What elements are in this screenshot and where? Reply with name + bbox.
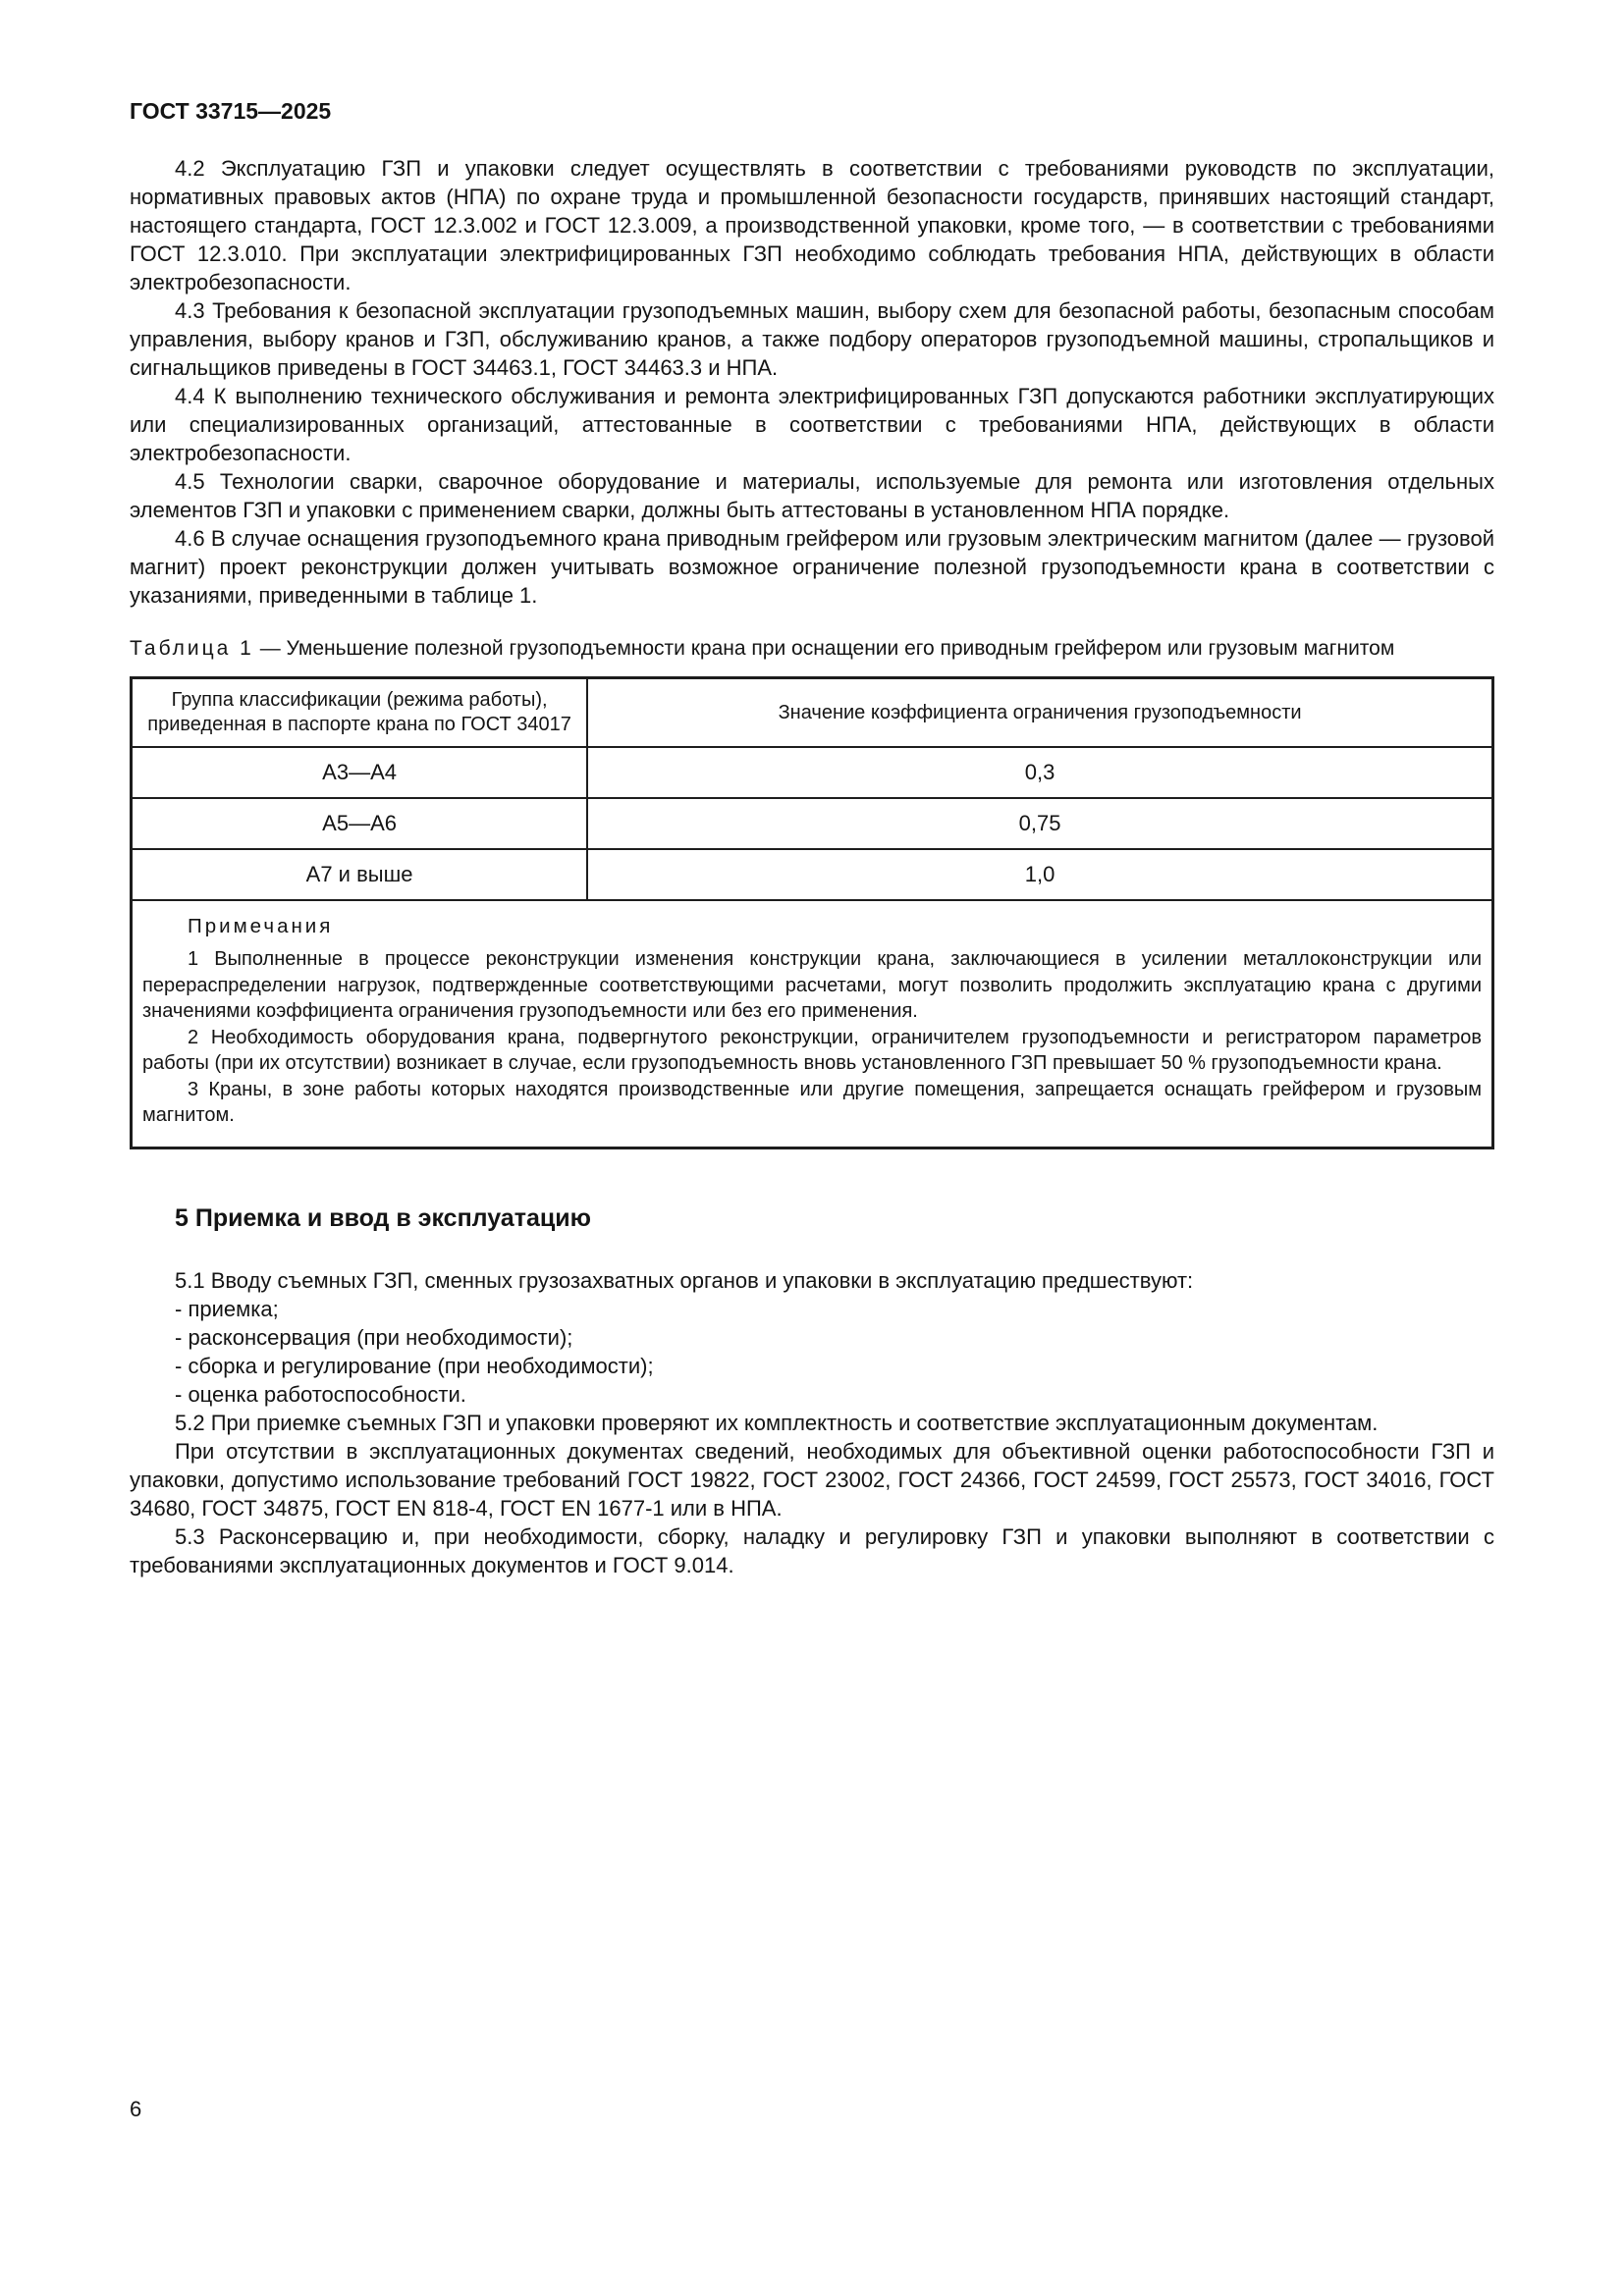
col-header-coefficient: Значение коэффициента ограничения грузоподъемности: [587, 678, 1492, 748]
paragraph-5-2-continuation: При отсутствии в эксплуатационных документах сведений, необходимых для объективной оценки работоспособности ГЗП и упаковки, допустимо использование требований ГОСТ 19822, ГОСТ 23002, ГОСТ 24366, ГОСТ 24599, ГОСТ 25573, ГОСТ 34016, ГОСТ 34680, ГОСТ 34875, ГОСТ EN 818-4, ГОСТ EN 1677-1 или в НПА.: [130, 1438, 1494, 1521]
table-1-caption: [130, 635, 1494, 663]
paragraph-5-3: 5.3 Расконсервацию и, при необходимости, сборку, наладку и регулировку ГЗП и упаковки выполняют в соответствии с требованиями эксплуатационных документов и ГОСТ 9.014.: [130, 1523, 1494, 1577]
paragraph-4-4: 4.4 К выполнению технического обслуживания и ремонта электрифицированных ГЗП допускаются работники эксплуатирующих или специализированных организаций, аттестованные в соответствии с требованиями НПА, действующих в области электробезопасности.: [130, 384, 1494, 465]
col-header-classification-group: Группа классификации (режима работы), приведенная в паспорте крана по ГОСТ 34017: [132, 678, 588, 748]
group-cell: А5—А6: [132, 798, 588, 849]
list-item-acceptance: - приемка;: [175, 1296, 279, 1321]
table-row: [132, 849, 1493, 900]
table-row: [132, 747, 1493, 798]
paragraph-5-1: 5.1 Вводу съемных ГЗП, сменных грузозахватных органов и упаковки в эксплуатацию предшествуют:: [175, 1267, 1194, 1293]
coefficient-cell: 0,3: [587, 747, 1492, 798]
coefficient-cell: 0,75: [587, 798, 1492, 849]
table-row: [132, 798, 1493, 849]
paragraph-5-2: 5.2 При приемке съемных ГЗП и упаковки проверяют их комплектность и соответствие эксплуатационным документам.: [175, 1410, 1379, 1435]
table-notes: [132, 900, 1493, 1148]
table-header-row: [132, 678, 1493, 748]
paragraph-4-2: 4.2 Эксплуатацию ГЗП и упаковки следует осуществлять в соответствии с требованиями руководств по эксплуатации, нормативных правовых актов (НПА) по охране труда и промышленной безопасности государств, принявших настоящий стандарт, настоящего стандарта, ГОСТ 12.3.002 и ГОСТ 12.3.009, а производственной упаковки, кроме того, — в соответствии с требованиями ГОСТ 12.3.010. При эксплуатации электрифицированных ГЗП необходимо соблюдать требования НПА, действующих в области электробезопасности.: [130, 156, 1494, 294]
page-number: 6: [130, 2097, 142, 2121]
note-item-1: 1 Выполненные в процессе реконструкции изменения конструкции крана, заключающиеся в усилении металлоконструкции или перераспределении нагрузок, подтвержденные соответствующими расчетами, могут позволить продолжить эксплуатацию крана с другими значениями коэффициента ограничения грузоподъемности или без его применения.: [142, 948, 1482, 1022]
notes-title: Примечания: [188, 915, 334, 937]
list-item-assembly: - сборка и регулирование (при необходимости);: [175, 1353, 654, 1378]
table-1: [130, 676, 1494, 1149]
paragraph-4-6: 4.6 В случае оснащения грузоподъемного крана приводным грейфером или грузовым электрическим магнитом (далее — грузовой магнит) проект реконструкции должен учитывать возможное ограничение полезной грузоподъемности крана в соответствии с указаниями, приведенными в таблице 1.: [130, 526, 1494, 608]
doc-number: ГОСТ 33715—2025: [130, 98, 332, 124]
section-5-body: [130, 1266, 1494, 1579]
paragraph-4-5: 4.5 Технологии сварки, сварочное оборудование и материалы, используемые для ремонта или изготовления отдельных элементов ГЗП и упаковки с применением сварки, должны быть аттестованы в установленном НПА порядке.: [130, 469, 1494, 522]
group-cell: А3—А4: [132, 747, 588, 798]
table-notes-row: [132, 900, 1493, 1148]
note-item-2: 2 Необходимость оборудования крана, подвергнутого реконструкции, ограничителем грузоподъемности и регистратором параметров работы (при их отсутствии) возникает в случае, если грузоподъемность вновь установленного ГЗП превышает 50 % грузоподъемности крана.: [142, 1026, 1482, 1074]
group-cell: А7 и выше: [132, 849, 588, 900]
list-item-assessment: - оценка работоспособности.: [175, 1381, 466, 1407]
section-4-body: [130, 154, 1494, 610]
table-caption-text: — Уменьшение полезной грузоподъемности крана при оснащении его приводным грейфером или грузовым магнитом: [259, 637, 1395, 660]
paragraph-4-3: 4.3 Требования к безопасной эксплуатации грузоподъемных машин, выбору схем для безопасной работы, безопасным способам управления, выбору кранов и ГЗП, обслуживанию кранов, а также подбору операторов грузоподъемной машины, стропальщиков и сигнальщиков приведены в ГОСТ 34463.1, ГОСТ 34463.3 и НПА.: [130, 298, 1494, 380]
section-5-heading: 5 Приемка и ввод в эксплуатацию: [175, 1203, 591, 1232]
note-item-3: 3 Краны, в зоне работы которых находятся производственные или другие помещения, запрещается оснащать грейфером и грузовым магнитом.: [142, 1078, 1482, 1126]
list-item-depreservation: - расконсервация (при необходимости);: [175, 1324, 573, 1350]
table-caption-label: Таблица 1: [130, 637, 254, 660]
coefficient-cell: 1,0: [587, 849, 1492, 900]
